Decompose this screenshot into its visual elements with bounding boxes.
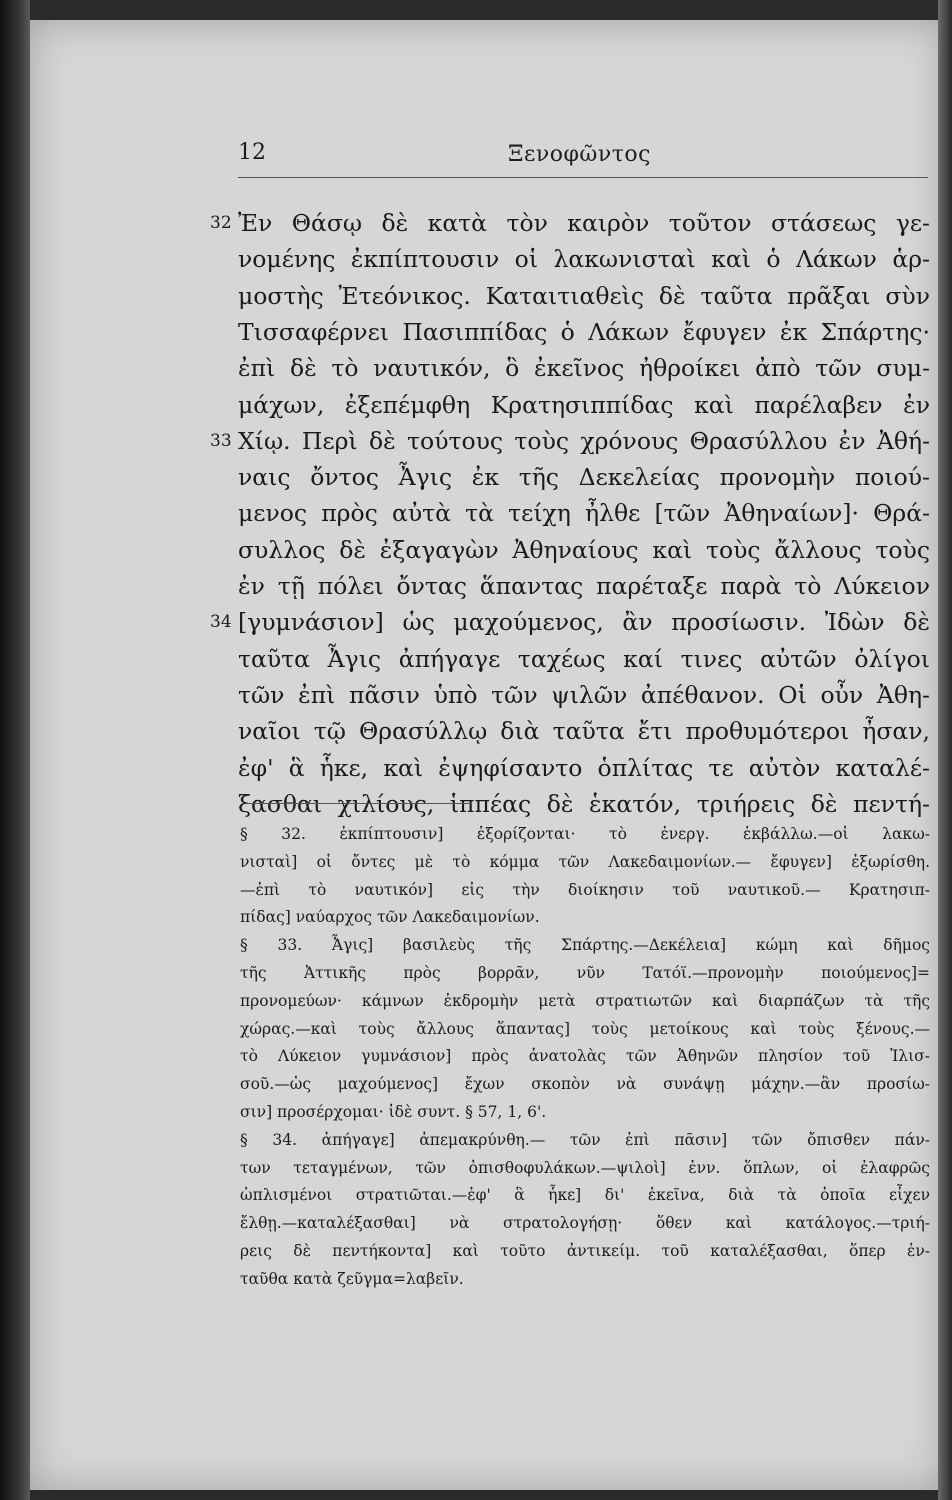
- text-line: ἐπὶ δὲ τὸ ναυτικόν, ὃ ἐκεῖνος ἠθροίκει ἀπὸ τῶν συμ-: [238, 354, 930, 383]
- text-line: Τισσαφέρνει Πασιππίδας ὁ Λάκων ἔφυγεν ἐκ Σπάρτης·: [238, 317, 930, 346]
- header-rule: [238, 177, 928, 178]
- page-right-edge: [938, 0, 952, 1500]
- text-line: ἐν τῇ πόλει ὄντας ἅπαντας παρέταξε παρὰ τὸ Λύκειον: [238, 572, 930, 600]
- footnote-line: των τεταγμένων, τῶν ὀπισθοφυλάκων.—ψιλοὶ] ἐνν. ὅπλων, οἱ ἐλαφρῶς: [240, 1158, 930, 1177]
- text-line: Χίῳ. Περὶ δὲ τούτους τοὺς χρόνους Θρασύλλου ἐν Ἀθή-: [238, 426, 930, 455]
- text-line: [γυμνάσιον] ὡς μαχούμενος, ἂν προσίωσιν. Ἰδὼν δὲ: [238, 608, 930, 637]
- footnote-rule: [246, 803, 471, 804]
- footnote-line: ἔλθῃ.—καταλέξασθαι] νὰ στρατολογήσῃ· ὅθεν καὶ κατάλογος.—τριή-: [240, 1214, 930, 1233]
- text-line: νομένης ἐκπίπτουσιν οἱ λακωνισταὶ καὶ ὁ Λάκων ἁρ-: [238, 245, 930, 274]
- text-line: ναῖοι τῷ Θρασύλλῳ διὰ ταῦτα ἔτι προθυμότεροι ἦσαν,: [238, 717, 930, 746]
- footnote-line: ταῦθα κατὰ ζεῦγμα=λαβεῖν.: [240, 1269, 464, 1288]
- footnote-line: πίδας] ναύαρχος τῶν Λακεδαιμονίων.: [240, 908, 540, 927]
- section-number: 33: [210, 430, 232, 451]
- footnote-line: σιν] προσέρχομαι· ἰδὲ συντ. § 57, 1, 6'.: [240, 1103, 547, 1121]
- text-line: Ἐν Θάσῳ δὲ κατὰ τὸν καιρὸν τοῦτον στάσεως γε-: [238, 209, 930, 237]
- text-line: μενος πρὸς αὐτὰ τὰ τείχη ἦλθε [τῶν Ἀθηναίων]· Θρά-: [238, 499, 930, 528]
- running-title: Ξενοφῶντος: [508, 142, 651, 167]
- footnote-line: προνομεύων· κάμνων ἐκδρομὴν μετὰ στρατιωτῶν καὶ διαρπάζων τὰ τῆς: [240, 991, 930, 1010]
- text-line: ἐφ' ἃ ἧκε, καὶ ἐψηφίσαντο ὁπλίτας τε αὐτὸν καταλέ-: [238, 753, 930, 782]
- footnote-line: χώρας.—καὶ τοὺς ἄλλους ἅπαντας] τοὺς μετοίκους καὶ τοὺς ξένους.—: [240, 1019, 930, 1038]
- text-line: ξασθαι χιλίους, ἱππέας δὲ ἑκατόν, τριήρεις δὲ πεντή-: [238, 789, 930, 818]
- page-binding-shadow: [0, 0, 30, 1500]
- page-number: 12: [238, 140, 266, 165]
- footnote-line: § 33. Ἆγις] βασιλεὺς τῆς Σπάρτης.—Δεκέλεια] κώμη καὶ δῆμος: [240, 936, 930, 955]
- text-line: μάχων, ἐξεπέμφθη Κρατησιππίδας καὶ παρέλαβεν ἐν: [238, 390, 930, 419]
- text-line: τῶν ἐπὶ πᾶσιν ὑπὸ τῶν ψιλῶν ἀπέθανον. Οἱ οὖν Ἀθη-: [238, 680, 930, 709]
- footnote-line: § 32. ἐκπίπτουσιν] ἐξορίζονται· τὸ ἐνεργ. ἐκβάλλω.—οἱ λακω-: [240, 825, 930, 843]
- page-header: [238, 140, 930, 180]
- text-line: μοστὴς Ἐτεόνικος. Καταιτιαθεὶς δὲ ταῦτα πρᾶξαι σὺν: [238, 281, 930, 310]
- footnote-line: τὸ Λύκειον γυμνάσιον] πρὸς ἀνατολὰς τῶν Ἀθηνῶν πλησίον τοῦ Ἰλισ-: [240, 1047, 930, 1066]
- footnote-line: νισταὶ] οἱ ὄντες μὲ τὸ κόμμα τῶν Λακεδαιμονίων.— ἔφυγεν] ἐξωρίσθη.: [240, 852, 930, 871]
- footnote-line: ρεις δὲ πεντήκοντα] καὶ τοῦτο ἀντικείμ. τοῦ καταλέξασθαι, ὅπερ ἐν-: [240, 1242, 930, 1260]
- section-number: 32: [210, 213, 232, 233]
- text-line: συλλος δὲ ἐξαγαγὼν Ἀθηναίους καὶ τοὺς ἄλλους τοὺς: [238, 535, 930, 564]
- section-number: 34: [210, 612, 232, 633]
- footnote-line: σοῦ.—ὡς μαχούμενος] ἔχων σκοπὸν νὰ συνάψῃ μάχην.—ἂν προσίω-: [240, 1075, 930, 1094]
- footnote-line: § 34. ἀπήγαγε] ἀπεμακρύνθη.— τῶν ἐπὶ πᾶσιν] τῶν ὄπισθεν πάν-: [240, 1130, 930, 1149]
- text-line: ναις ὄντος Ἆγις ἐκ τῆς Δεκελείας προνομὴν ποιού-: [238, 463, 930, 492]
- footnote-line: τῆς Ἀττικῆς πρὸς βορρᾶν, νῦν Τατόϊ.—προνομὴν ποιούμενος]=: [240, 964, 930, 982]
- footnote-line: —ἐπὶ τὸ ναυτικόν] εἰς τὴν διοίκησιν τοῦ ναυτικοῦ.— Κρατησιπ-: [240, 880, 930, 899]
- footnote-line: ὡπλισμένοι στρατιῶται.—ἐφ' ἃ ἧκε] δι' ἐκεῖνα, διὰ τὰ ὁποῖα εἶχεν: [240, 1186, 930, 1205]
- text-line: ταῦτα Ἆγις ἀπήγαγε ταχέως καί τινες αὐτῶν ὀλίγοι: [238, 644, 930, 673]
